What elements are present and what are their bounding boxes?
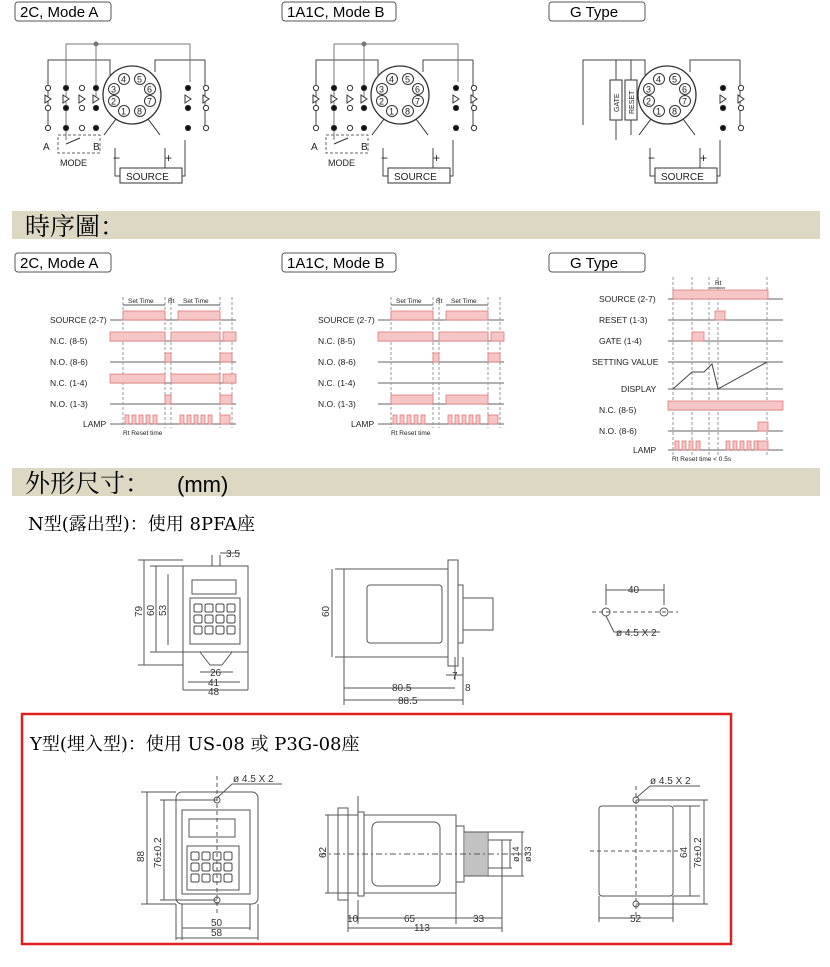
tb-row-label-1: N.C. (8-5) — [318, 336, 356, 346]
wa-right-b-contact-1 — [203, 105, 208, 110]
nk-key-1-0 — [194, 615, 202, 623]
timing-section-band — [12, 211, 820, 239]
wa-left-a-contact-0 — [45, 85, 50, 90]
wa-pin-label-7: 7 — [147, 96, 153, 107]
wb-source-label: SOURCE — [394, 172, 437, 183]
tg-lamp-b3 — [747, 441, 751, 450]
wb-left-c-contact-0 — [347, 85, 352, 90]
nk-key-2-1 — [205, 626, 213, 634]
tb-nc85-3 — [491, 332, 504, 341]
tg-row-label-1: RESET (1-3) — [599, 315, 648, 325]
ta-src-2 — [178, 311, 220, 320]
timing-label-1a1c — [282, 253, 396, 272]
tb-rt: Rt — [436, 298, 443, 305]
wa-left-c-contact-1 — [79, 105, 84, 110]
svg-text:2C, Mode A: 2C, Mode A — [20, 4, 99, 21]
n-dim-48: 48 — [208, 687, 220, 698]
tg-lamp-a1 — [682, 441, 686, 450]
tg-no86 — [758, 422, 768, 431]
wb-mode-b: B — [361, 142, 368, 153]
wb-pin-label-1: 1 — [389, 106, 395, 117]
y-dim-50: 50 — [211, 918, 223, 929]
wb-pin-label-7: 7 — [415, 96, 421, 107]
wiring-diagram-1a1c — [311, 42, 477, 184]
wb-left-d-contact-2 — [361, 125, 366, 130]
yk-key-1-0 — [191, 863, 199, 871]
y-dim-side-62: 62 — [318, 846, 329, 858]
timing-label-g — [549, 253, 645, 272]
wb-mode-label: MODE — [328, 158, 355, 168]
tb-no13-2 — [446, 395, 488, 404]
wb-right-b-contact-2 — [471, 125, 476, 130]
wg-right-a-contact-indicator — [720, 95, 726, 103]
ta-row-label-4: N.O. (1-3) — [50, 399, 88, 409]
tb-src-2 — [446, 311, 488, 320]
timing-chart-g — [592, 277, 783, 463]
yk-key-0-0 — [191, 852, 199, 860]
wa-left-b-contact-0 — [63, 85, 68, 90]
wb-pin-label-4: 4 — [389, 74, 395, 85]
ta-lamp-b0 — [180, 415, 184, 424]
wg-socket-body — [638, 66, 696, 124]
wa-left-c-contact-2 — [79, 125, 84, 130]
wg-pin-label-2: 2 — [646, 96, 652, 107]
tb-row-label-4: N.O. (1-3) — [318, 399, 356, 409]
wiring-label-g — [549, 2, 645, 21]
tg-src — [673, 290, 768, 299]
tb-nc85-2 — [439, 332, 488, 341]
nk-key-0-2 — [216, 604, 224, 612]
tb-no13-1 — [391, 395, 433, 404]
tg-row-label-6: N.O. (8-6) — [599, 426, 637, 436]
tb-row-label-2: N.O. (8-6) — [318, 357, 356, 367]
y-type-title: Y型(埋入型)：使用 US-08 或 P3G-08座 — [30, 734, 360, 755]
wa-right-a-contact-indicator — [185, 95, 191, 103]
wb-left-c-contact-2 — [347, 125, 352, 130]
ta-row-label-2: N.O. (8-6) — [50, 357, 88, 367]
wb-pin-label-6: 6 — [415, 84, 421, 95]
tg-display-ramp — [673, 362, 767, 389]
y-dim-64: 64 — [679, 846, 690, 858]
dimension-section-title: 外形尺寸： — [25, 469, 151, 498]
wa-left-b-contact-1 — [63, 105, 68, 110]
tg-nc85 — [668, 401, 783, 410]
wa-mode-label: MODE — [60, 158, 87, 168]
wa-pin-label-1: 1 — [121, 106, 127, 117]
tg-rt-reset: Rt Reset time < 0.5s — [672, 456, 732, 463]
nk-key-0-0 — [194, 604, 202, 612]
y-type-panel-cutout — [590, 786, 708, 922]
wg-pin-label-3: 3 — [646, 84, 652, 95]
yk-key-2-0 — [191, 874, 199, 882]
y-dim-phi33: ø33 — [523, 846, 533, 862]
svg-text:1A1C, Mode B: 1A1C, Mode B — [287, 4, 385, 21]
tg-row-label-2: GATE (1-4) — [599, 336, 642, 346]
ta-lamp-b4 — [208, 415, 212, 424]
wa-pin-label-6: 6 — [147, 84, 153, 95]
tb-nc85-1 — [378, 332, 433, 341]
wa-mode-b: B — [93, 142, 100, 153]
wb-right-a-contact-2 — [453, 125, 458, 130]
nk-key-0-1 — [205, 604, 213, 612]
tg-row-label-4: DISPLAY — [621, 384, 657, 394]
ta-rt-reset: Rt Reset time — [123, 430, 163, 437]
n-type-front-view — [138, 553, 248, 690]
yk-key-1-1 — [202, 863, 210, 871]
wg-pin-label-1: 1 — [656, 106, 662, 117]
n-dim-41: 41 — [208, 678, 220, 689]
wa-pin-label-4: 4 — [121, 74, 127, 85]
svg-text:2C, Mode A: 2C, Mode A — [20, 255, 99, 272]
nk-key-1-1 — [205, 615, 213, 623]
tb-settime-2: Set Time — [451, 298, 477, 305]
ta-no86-2 — [220, 353, 232, 362]
nk-key-2-2 — [216, 626, 224, 634]
tg-rt: Rt — [715, 280, 722, 287]
y-type-side-view — [320, 796, 530, 932]
y-dim-cutout-hole: ø 4.5 X 2 — [650, 776, 691, 787]
nk-key-2-3 — [227, 626, 235, 634]
tb-lamp-c — [488, 415, 498, 424]
tg-row-label-7: LAMP — [633, 445, 657, 455]
ta-nc85-3 — [223, 332, 236, 341]
wa-plus: + — [165, 151, 173, 165]
wg-source-label: SOURCE — [661, 172, 704, 183]
tg-lamp-b2 — [740, 441, 744, 450]
y-dim-58: 58 — [211, 928, 223, 939]
y-dim-65: 65 — [404, 914, 416, 925]
ta-lamp-b2 — [194, 415, 198, 424]
tg-row-label-3: SETTING VALUE — [592, 357, 659, 367]
tb-lamp-a2 — [407, 415, 411, 424]
yk-key-0-3 — [224, 852, 232, 860]
wa-left-d-contact-1 — [93, 105, 98, 110]
ta-nc14-3 — [223, 374, 236, 383]
wb-pin-label-5: 5 — [405, 74, 411, 85]
y-dim-10: 10 — [347, 914, 359, 925]
wg-right-b-contact-0 — [738, 85, 743, 90]
wa-left-c-contact-indicator — [79, 95, 85, 103]
wb-socket-body — [371, 66, 429, 124]
tb-lamp-a0 — [393, 415, 397, 424]
wb-left-d-contact-1 — [361, 105, 366, 110]
tg-lamp-c — [758, 441, 768, 450]
n-dim-side-60: 60 — [321, 605, 332, 617]
tb-rt-reset: Rt Reset time — [391, 430, 431, 437]
n-dim-3-5: 3.5 — [226, 549, 240, 560]
ta-row-label-0: SOURCE (2-7) — [50, 315, 107, 325]
ta-lamp-a3 — [146, 415, 150, 424]
ta-row-label-3: N.C. (1-4) — [50, 378, 88, 388]
wa-right-a-contact-1 — [185, 105, 190, 110]
wb-pin-label-2: 2 — [379, 96, 385, 107]
nk-key-1-2 — [216, 615, 224, 623]
ta-lamp-a4 — [153, 415, 157, 424]
y-dim-52: 52 — [630, 914, 642, 925]
wg-pin-label-7: 7 — [682, 96, 688, 107]
wg-right-b-contact-2 — [738, 125, 743, 130]
wb-right-a-contact-0 — [453, 85, 458, 90]
svg-text:G Type: G Type — [570, 4, 619, 21]
wg-right-a-contact-0 — [720, 85, 725, 90]
wiring-diagram-2c — [43, 42, 209, 184]
ta-no13-2 — [220, 395, 232, 404]
tb-lamp-b0 — [448, 415, 452, 424]
timing-chart-1a1c — [318, 297, 504, 437]
n-dim-88-5: 88.5 — [398, 696, 418, 707]
wg-pin-label-6: 6 — [682, 84, 688, 95]
svg-text:G Type: G Type — [570, 255, 619, 272]
yk-key-2-3 — [224, 874, 232, 882]
n-dim-40: 40 — [628, 585, 640, 596]
wg-right-a-contact-1 — [720, 105, 725, 110]
n-dim-26: 26 — [210, 668, 222, 679]
wa-source-label: SOURCE — [126, 172, 169, 183]
yk-key-2-1 — [202, 874, 210, 882]
wb-left-b-contact-1 — [331, 105, 336, 110]
yk-key-1-3 — [224, 863, 232, 871]
ta-lamp-a2 — [139, 415, 143, 424]
tb-no86-2 — [488, 353, 500, 362]
n-dim-53: 53 — [158, 604, 169, 616]
wb-left-d-contact-0 — [361, 85, 366, 90]
y-dim-76: 76±0.2 — [153, 837, 164, 868]
ta-lamp-c — [220, 415, 230, 424]
ta-row-label-1: N.C. (8-5) — [50, 336, 88, 346]
timing-label-2c — [15, 253, 111, 272]
wa-pin-label-8: 8 — [137, 106, 143, 117]
wa-socket-body — [103, 66, 161, 124]
wa-pin-label-2: 2 — [111, 96, 117, 107]
wb-plus: + — [433, 151, 441, 165]
wb-left-a-contact-2 — [313, 125, 318, 130]
ta-lamp-a0 — [125, 415, 129, 424]
wa-mode-switch — [66, 138, 80, 144]
wb-right-b-contact-1 — [471, 105, 476, 110]
n-dim-80-5: 80.5 — [392, 683, 412, 694]
y-dim-88: 88 — [136, 850, 147, 862]
ta-rt: Rt — [168, 298, 175, 305]
ta-settime-1: Set Time — [128, 298, 154, 305]
timing-section-title: 時序圖： — [25, 212, 126, 241]
y-dim-33: 33 — [473, 914, 485, 925]
tb-lamp-b2 — [462, 415, 466, 424]
ta-no86-1 — [165, 353, 171, 362]
tb-row-label-0: SOURCE (2-7) — [318, 315, 375, 325]
wiring-label-2c — [15, 2, 111, 21]
wa-left-d-contact-2 — [93, 125, 98, 130]
wb-left-c-contact-indicator — [347, 95, 353, 103]
tg-lamp-a3 — [696, 441, 700, 450]
n-dim-7: 7 — [452, 671, 458, 682]
wa-left-b-contact-2 — [63, 125, 68, 130]
tb-lamp-b4 — [476, 415, 480, 424]
wa-left-a-contact-2 — [45, 125, 50, 130]
tb-lamp-a3 — [414, 415, 418, 424]
wg-right-a-contact-2 — [720, 125, 725, 130]
wb-right-a-contact-1 — [453, 105, 458, 110]
wa-left-a-contact-1 — [45, 105, 50, 110]
wg-gate-label: GATE — [614, 93, 621, 112]
wa-bus-node — [94, 42, 99, 47]
wb-left-b-contact-2 — [331, 125, 336, 130]
ta-nc85-1 — [110, 332, 165, 341]
wb-right-b-contact-indicator — [471, 95, 477, 103]
y-dim-phi14: ø14 — [511, 846, 521, 862]
wa-right-b-contact-indicator — [203, 95, 209, 103]
wiring-label-1a1c — [282, 2, 396, 21]
tb-lamp-a4 — [421, 415, 425, 424]
wb-bus-node — [362, 42, 367, 47]
wa-right-a-contact-0 — [185, 85, 190, 90]
ta-nc85-2 — [171, 332, 220, 341]
tg-reset — [715, 311, 725, 320]
ta-src-1 — [123, 311, 165, 320]
tb-lamp-a1 — [400, 415, 404, 424]
n-dim-hole: ø 4.5 X 2 — [616, 628, 657, 639]
ta-no13-1 — [165, 395, 171, 404]
wg-pin-label-4: 4 — [656, 74, 662, 85]
nk-key-0-3 — [227, 604, 235, 612]
tg-row-label-5: N.C. (8-5) — [599, 405, 637, 415]
dimension-unit: (mm) — [177, 472, 229, 497]
ta-nc14-2 — [171, 374, 220, 383]
tb-src-1 — [391, 311, 433, 320]
n-dim-60: 60 — [146, 604, 157, 616]
ta-row-label-5: LAMP — [83, 419, 107, 429]
wb-minus: − — [381, 151, 389, 165]
n-dim-79: 79 — [134, 605, 145, 617]
wa-mode-a: A — [43, 142, 50, 153]
ta-settime-2: Set Time — [183, 298, 209, 305]
tg-lamp-b1 — [733, 441, 737, 450]
tg-lamp-a2 — [689, 441, 693, 450]
tg-row-label-0: SOURCE (2-7) — [599, 294, 656, 304]
tg-lamp-b0 — [726, 441, 730, 450]
wa-pin-label-3: 3 — [111, 84, 117, 95]
wg-right-b-contact-indicator — [738, 95, 744, 103]
tg-lamp-a0 — [675, 441, 679, 450]
wg-reset-label: RESET — [629, 90, 636, 114]
wb-left-a-contact-1 — [313, 105, 318, 110]
wa-right-a-contact-2 — [185, 125, 190, 130]
wg-pin-label-5: 5 — [672, 74, 678, 85]
wb-pin-label-8: 8 — [405, 106, 411, 117]
wb-left-a-contact-0 — [313, 85, 318, 90]
svg-text:1A1C, Mode B: 1A1C, Mode B — [287, 255, 385, 272]
ta-lamp-b1 — [187, 415, 191, 424]
wg-pin-label-8: 8 — [672, 106, 678, 117]
wiring-diagram-g — [583, 60, 744, 183]
wg-plus: + — [700, 151, 708, 165]
tb-lamp-b1 — [455, 415, 459, 424]
tg-gate — [692, 332, 704, 341]
n-type-title: N型(露出型)：使用 8PFA座 — [28, 514, 256, 535]
tb-settime-1: Set Time — [396, 298, 422, 305]
y-dim-hole: ø 4.5 X 2 — [233, 774, 274, 785]
y-dim-cutout-76: 76±0.2 — [693, 837, 704, 868]
n-dim-8: 8 — [465, 683, 471, 694]
wa-left-d-contact-0 — [93, 85, 98, 90]
wa-minus: − — [113, 151, 121, 165]
wb-right-b-contact-0 — [471, 85, 476, 90]
ta-lamp-a1 — [132, 415, 136, 424]
tb-row-label-5: LAMP — [351, 419, 375, 429]
timing-chart-2c — [50, 297, 236, 437]
wb-right-a-contact-indicator — [453, 95, 459, 103]
wb-left-c-contact-1 — [347, 105, 352, 110]
wg-right-b-contact-1 — [738, 105, 743, 110]
tb-lamp-b3 — [469, 415, 473, 424]
nk-key-1-3 — [227, 615, 235, 623]
wg-minus: − — [648, 151, 656, 165]
wb-mode-a: A — [311, 142, 318, 153]
ta-lamp-b3 — [201, 415, 205, 424]
wa-left-c-contact-0 — [79, 85, 84, 90]
ta-nc14-1 — [110, 374, 165, 383]
y-dim-113: 113 — [414, 923, 430, 934]
wb-mode-switch — [334, 138, 348, 144]
wb-left-b-contact-0 — [331, 85, 336, 90]
wa-right-b-contact-0 — [203, 85, 208, 90]
tb-no86-1 — [433, 353, 439, 362]
nk-key-2-0 — [194, 626, 202, 634]
yk-key-0-1 — [202, 852, 210, 860]
tb-row-label-3: N.C. (1-4) — [318, 378, 356, 388]
wb-pin-label-3: 3 — [379, 84, 385, 95]
wa-pin-label-5: 5 — [137, 74, 143, 85]
tg-lamp-b4 — [754, 441, 758, 450]
wa-right-b-contact-2 — [203, 125, 208, 130]
